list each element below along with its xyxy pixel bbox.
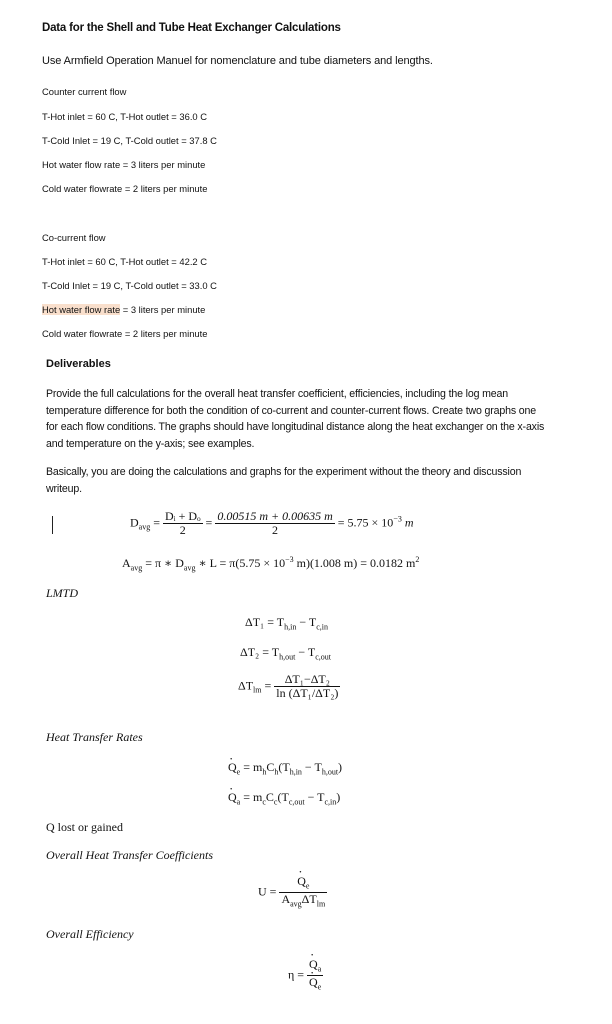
counter-hot-temps: T-Hot inlet = 60 C, T-Hot outlet = 36.0 C [42, 111, 208, 122]
qa-paren: (T [277, 790, 289, 804]
qa-equation [228, 790, 340, 806]
heat-rates-heading: Heat Transfer Rates [46, 730, 143, 744]
eta-equation [288, 958, 323, 994]
dtlm-num: ΔT₁−ΔT₂ [274, 673, 340, 687]
overall-u-heading: Overall Heat Transfer Coefficients [46, 848, 213, 862]
highlighted-text: Hot water flow rate [42, 304, 121, 315]
counter-cold-flow: Cold water flowrate = 2 liters per minute [42, 183, 208, 194]
davg-den: 2 [179, 523, 186, 537]
davg-fraction-values [215, 510, 334, 537]
qe-rest: = m [240, 760, 263, 774]
davg-fraction [163, 510, 203, 537]
aavg-exp: −3 [285, 555, 294, 564]
efficiency-heading: Overall Efficiency [46, 927, 134, 941]
qa-sub: a [236, 797, 241, 807]
document-subtitle: Use Armfield Operation Manuel for nomenclature and tube diameters and lengths. [42, 55, 433, 67]
eta-lhs: η = [288, 967, 308, 982]
dt1-sub2: c,in [316, 622, 329, 632]
u-den-sub2: lm [316, 899, 326, 909]
qe-equation [228, 760, 342, 776]
davg-exp: −3 [393, 514, 402, 524]
dt2-sub2: c,out [315, 652, 332, 662]
eta-num-q: Q · [309, 957, 318, 971]
qe-sub: e [236, 767, 241, 777]
co-cold-temps: T-Cold Inlet = 19 C, T-Cold outlet = 33.0 C [42, 280, 217, 291]
aavg-rest: ∗ L = π(5.75 × 10 [195, 556, 286, 570]
aavg-equation [122, 555, 419, 572]
davg-den2: 2 [272, 523, 279, 537]
counter-cold-temps: T-Cold Inlet = 19 C, T-Cold outlet = 37.8 C [42, 135, 217, 146]
dtlm-sub: lm [253, 685, 262, 695]
dt2-sub1: h,out [279, 652, 296, 662]
u-num [279, 875, 327, 893]
aavg-mid: = π ∗ D [142, 556, 184, 570]
davg-num2: 0.00515 m + 0.00635 m [217, 509, 333, 523]
dt2-minus: − T [295, 645, 316, 659]
qa-minus: − T [304, 790, 325, 804]
text-cursor [52, 516, 53, 534]
co-hot-flow-value: = 3 liters per minute [120, 304, 206, 315]
lmtd-heading: LMTD [46, 586, 79, 600]
qe-s2: h [274, 767, 279, 777]
qe-end: ) [338, 760, 343, 774]
u-den-sub: avg [290, 899, 302, 909]
co-hot-temps: T-Hot inlet = 60 C, T-Hot outlet = 42.2 C [42, 256, 208, 267]
eta-fraction [307, 958, 323, 994]
qa-symbol: Q · [228, 790, 237, 804]
u-den-a: A [281, 892, 291, 907]
u-den [279, 893, 327, 910]
davg-num: Dᵢ + Dₒ [165, 509, 201, 523]
deliverables-paragraph: Provide the full calculations for the overall heat transfer coefficient, efficiencies, including the log mean temperature difference for both the condition of co-current and counter-current flows. Create two graphs one for each flow conditions. The graphs should have longitudinal distance along the heat exchanger on the x-axis and temperature on the y-axis; see examples. [46, 388, 545, 450]
counter-current-label: Counter current flow [42, 86, 127, 97]
u-den-t: ΔT [301, 892, 317, 907]
davg-unit: m [401, 515, 414, 530]
dt2-equation [240, 645, 331, 661]
co-hot-flow [42, 304, 205, 315]
davg-equation [130, 510, 414, 537]
u-fraction [279, 875, 327, 911]
q-lost-heading: Q lost or gained [46, 820, 123, 834]
dt1-lhs: ΔT₁ = T [245, 615, 285, 629]
qe-symbol: Q · [228, 760, 237, 774]
davg-result: = 5.75 × 10 [334, 515, 394, 530]
u-num-sub: e [305, 881, 310, 891]
davg-sub: avg [138, 522, 151, 532]
qe-c: C [266, 760, 275, 774]
u-num-q: Q · [297, 874, 306, 888]
eta-den [307, 976, 323, 993]
dt1-minus: − T [296, 615, 317, 629]
dt2-lhs: ΔT₂ = T [240, 645, 280, 659]
qa-rest: = m [240, 790, 263, 804]
qa-end: ) [336, 790, 341, 804]
counter-hot-flow: Hot water flow rate = 3 liters per minute [42, 159, 206, 170]
qe-paren: (T [278, 760, 290, 774]
aavg-sub2: avg [183, 563, 196, 573]
qe-s1: h [262, 767, 267, 777]
dt1-sub1: h,in [284, 622, 297, 632]
deliverables-note: Basically, you are doing the calculations and graphs for the experiment without the theory and discussion writeup. [46, 466, 522, 495]
deliverables-heading: Deliverables [46, 358, 111, 370]
qe-s3: h,in [289, 767, 302, 777]
eta-num-sub: a [317, 964, 322, 974]
dtlm-den: ln (ΔT₁/ΔT₂) [276, 686, 339, 700]
davg-eq: = [150, 515, 164, 530]
u-equation [258, 875, 327, 911]
dtlm-lhs: ΔT [238, 678, 254, 693]
co-current-label: Co-current flow [42, 232, 106, 243]
davg-symbol: D [130, 515, 139, 530]
qa-s2: c [273, 797, 278, 807]
qa-s3: c,out [288, 797, 305, 807]
dtlm-equation [238, 673, 340, 700]
qe-s4: h,out [321, 767, 339, 777]
qa-s1: c [262, 797, 266, 807]
eta-den-sub: e [317, 982, 322, 992]
eta-den-q: Q · [309, 975, 318, 989]
aavg-sub: avg [130, 563, 143, 573]
u-lhs: U = [258, 884, 280, 899]
qa-c: C [265, 790, 274, 804]
aavg-tail: m)(1.008 m) = 0.0182 m [293, 556, 416, 570]
dtlm-fraction [274, 673, 340, 700]
aavg-symbol: A [122, 556, 131, 570]
davg-eq2: = [202, 515, 216, 530]
co-cold-flow: Cold water flowrate = 2 liters per minute [42, 328, 208, 339]
aavg-exp2: 2 [415, 555, 420, 564]
qe-minus: − T [301, 760, 322, 774]
qa-s4: c,in [324, 797, 337, 807]
dt1-equation [245, 615, 328, 631]
document-title: Data for the Shell and Tube Heat Exchanger Calculations [42, 22, 341, 34]
dtlm-eq: = [261, 678, 275, 693]
